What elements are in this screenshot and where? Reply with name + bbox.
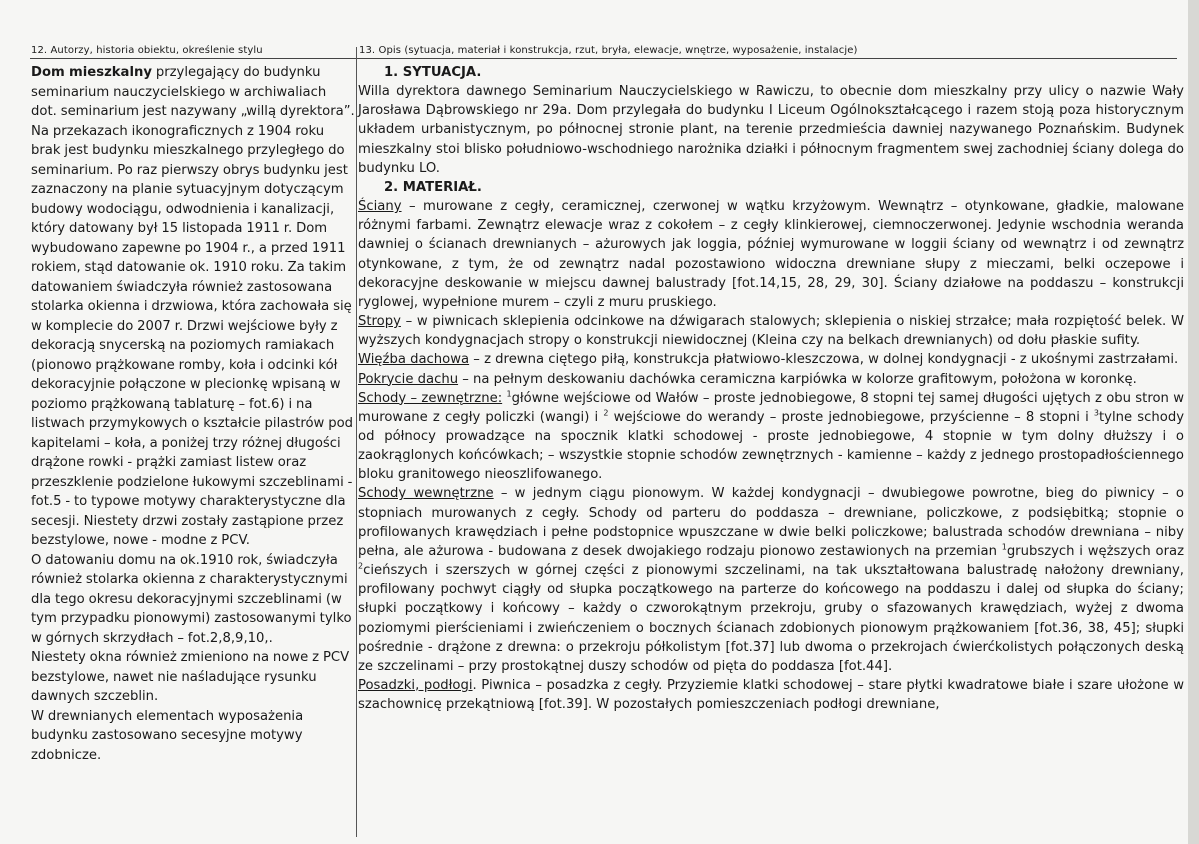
external-stairs-label: Schody – zewnętrzne: [358, 390, 503, 406]
situation-paragraph: Willa dyrektora dawnego Seminarium Nauczycielskiego w Rawiczu, to obecnie dom mieszkalny przy ulicy o nazwie Wały Jarosława Dąbrowskiego nr 29a. Dom przylegała do budynku I Liceum Ogólnokształcącego i razem stoją poza historycznym układem urbanistycznym, po północnej stronie plant, na terenie przedmieścia dawniej nazywanego Poznańskim. Budynek mieszkalny stoi blisko południowo-wschodniego narożnika działki i północnym fragmentem swej zachodniej ściany dolega do budynku LO. [358, 84, 1184, 176]
header-rule-left [30, 58, 357, 59]
roof-paragraph [358, 370, 1184, 389]
description-column [358, 63, 1184, 714]
footnote-marker: 3 [1093, 408, 1100, 418]
roof-label: Pokrycie dachu [358, 371, 459, 387]
roof-text: – na pełnym deskowaniu dachówka ceramiczna karpiówka w kolorze grafitowym, położona w koronkę. [458, 371, 1137, 387]
heading-situation: 1. SYTUACJA. [384, 65, 482, 80]
truss-label: Więźba dachowa [358, 352, 470, 368]
internal-stairs-label: Schody wewnętrzne [358, 486, 494, 502]
external-stairs-text-1: główne wejściowe od Wałów – proste jednobiegowe, 8 stopni tej samej długości ujętych z obu stron w murowane z cegły policzki (wangi) i [358, 390, 1184, 425]
external-stairs-text-2: wejściowe do werandy – proste jednobiegowe, przyścienne – 8 stopni i [608, 409, 1094, 425]
footnote-marker: 1 [1001, 542, 1007, 552]
truss-text: – z drewna ciętego piłą, konstrukcja płatwiowo-kleszczowa, w dolnej kondygnacji - z ukośnymi zastrzałami. [469, 352, 1179, 368]
external-stairs-text-3: tylne schody od północy prowadzące na spocznik klatki schodowej - proste jednobiegowe, 4 stopnie w tym dolny dłuższy i o zaokrąglonych końcówkach; – wszystkie stopnie schodów zewnętrznych - kamienne – każdy z jednego prostopadłościennego bloku granitowego nieoszlifowanego. [358, 409, 1185, 483]
internal-stairs-text-2: grubszych i węższych oraz [1006, 543, 1184, 559]
section-12-header: 12. Autorzy, historia obiektu, określenie stylu [31, 45, 263, 56]
walls-paragraph [358, 197, 1184, 312]
external-stairs-paragraph [358, 389, 1184, 485]
internal-stairs-text-1: – w jednym ciągu pionowym. W każdej kondygnacji – dwubiegowe powrotne, bieg do piwnicy – o stopniach murowanych z cegły. Schody od parteru do poddasza – drewniane, policzkowe, z podsiębitką; stopnie o profilowanych krawędziach i pełne podstopnice wpuszczane w dwie belki policzkowe; balustrada schodów drewniana – niby pełna, ale ażurowa - budowana z desek dwojakiego rodzaju pionowo zestawionych na przemian [358, 486, 1184, 559]
header-rule-right [357, 58, 1177, 59]
floors-label: Posadzki, podłogi [358, 678, 473, 693]
footnote-marker: 2 [603, 408, 609, 418]
walls-label: Ściany [358, 199, 402, 215]
history-lead: Dom mieszkalny [31, 65, 152, 80]
history-paragraph-1-text: przylegający do budynku seminarium nauczycielskiego w archiwaliach dot. seminarium jest nazywany „willą dyrektora”. Na przekazach ikonograficznych z 1904 roku brak jest budynku mieszkalnego przyległego do seminarium. Po raz pierwszy obrys budynku jest zaznaczony na planie sytuacyjnym dotyczącym budowy wodociągu, odwodnienia i kanalizacji, który datowany był 15 listopada 1911 r. Dom wybudowano zapewne po 1904 r., a przed 1911 rokiem, stąd datowanie ok. 1910 roku. Za takim datowaniem świadczyła również zastosowana stolarka okienna i drzwiowa, która zachowała się w komplecie do 2007 r. Drzwi wejściowe były z dekoracją snycerską na poziomych ramiakach (pionowo prążkowane romby, koła i odcinki kół dekoracyjnie połączone w plecionkę wpisaną w poziomo prążkowaną tablaturę – fot.6) i na listwach przymykowych o kształcie pilastrów pod kapitelami – koła, a poniżej trzy różnej długości drążone rowki - prążki zamiast listew oraz przeszklenie podzielone łukowymi szczeblinami - fot.5 - to typowe motywy charakterystyczne dla secesji. Niestety drzwi zostały zastąpione przez bezstylowe, nowe - modne z PCV. [31, 65, 355, 548]
column-divider [356, 47, 357, 837]
floors-text: . Piwnica – posadzka z cegły. Przyziemie klatki schodowej – stare płytki kwadratowe białe i szare ułożone w szachownicę przekątniową [fot.39]. W pozostałych pomieszczeniach podłogi drewniane, [358, 678, 1184, 713]
internal-stairs-paragraph [358, 484, 1184, 676]
section-13-header: 13. Opis (sytuacja, materiał i konstrukcja, rzut, bryła, elewacje, wnętrze, wyposażenie, instalacje) [359, 45, 858, 56]
footnote-marker: 2 [358, 561, 364, 571]
walls-text: – murowane z cegły, ceramicznej, czerwonej w wątku krzyżowym. Wewnątrz – otynkowane, gładkie, malowane różnymi farbami. Zewnątrz elewacje wraz z cokołem – z cegły klinkierowej, ciemnoczerwonej. Jedynie wschodnia weranda dawniej o ścianach drewnianych – ażurowych jak loggia, później wymurowane w loggii ściany od wewnątrz i od zewnątrz otynkowane, z tym, że od zewnątrz nadal pozostawiono widoczna drewniane słupy z mieczami, belki oczepowe i dekoracyjne deskowanie w miejscu dawnej balustrady [fot.14,15, 28, 29, 30]. Ściany działowe na poddaszu – konstrukcji ryglowej, wypełnione murem – czyli z muru pruskiego. [358, 199, 1184, 310]
history-column [31, 63, 355, 765]
history-paragraph-1 [31, 63, 355, 551]
floors-paragraph [358, 676, 1184, 714]
heading-material: 2. MATERIAŁ. [384, 179, 482, 195]
footnote-marker: 1 [506, 389, 512, 399]
ceilings-label: Stropy [358, 314, 401, 330]
internal-stairs-text-3: cieńszych i szerszych w górnej części z pionowymi szczelinami, na tak ukształtowana balustradę nałożony drewniany, profilowany pochwyt ciągły od słupka początkowego na parterze do końcowego na poddaszu i dalej od słupka do ściany; słupki początkowy i końcowy – każdy o czworokątnym przekroju, gruby o sfazowanych krawędziach, wyżej z dwoma poziomymi pierścieniami i zwieńczeniem o bocznych ścianach zdobionych pionowym prążkowaniem [fot.36, 38, 45]; słupki pośrednie - drążone z drewna: o przekroju półkolistym [fot.37] lub dwoma o przekrojach ćwierćkolistych połączonych deską ze szczelinami – przy prostokątnej duszy schodów od pięta do poddasza [fot.44]. [358, 563, 1184, 674]
scan-edge [1188, 0, 1199, 844]
history-paragraph-3: Niestety okna również zmieniono na nowe z PCV bezstylowe, nawet nie naśladujące rysunku dawnych szczeblin. [31, 650, 350, 704]
history-paragraph-4: W drewnianych elementach wyposażenia budynku zastosowano secesyjne motywy zdobnicze. [31, 708, 304, 763]
ceilings-text: – w piwnicach sklepienia odcinkowe na dźwigarach stalowych; sklepienia o niskiej strzałce; mała rozpiętość belek. W wyższych kondygnacjach stropy o konstrukcji niewidocznej (Kleina czy na belkach drewnianych) od dołu płaskie sufity. [358, 314, 1184, 349]
ceilings-paragraph [358, 312, 1184, 350]
truss-paragraph [358, 350, 1184, 369]
history-paragraph-2: O datowaniu domu na ok.1910 rok, świadczyła również stolarka okienna z charakterystycznymi dla tego okresu dekoracyjnymi szczeblinami (w tym przypadku pionowymi) zastosowanymi tylko w górnych skrzydłach – fot.2,8,9,10,. [31, 552, 352, 646]
